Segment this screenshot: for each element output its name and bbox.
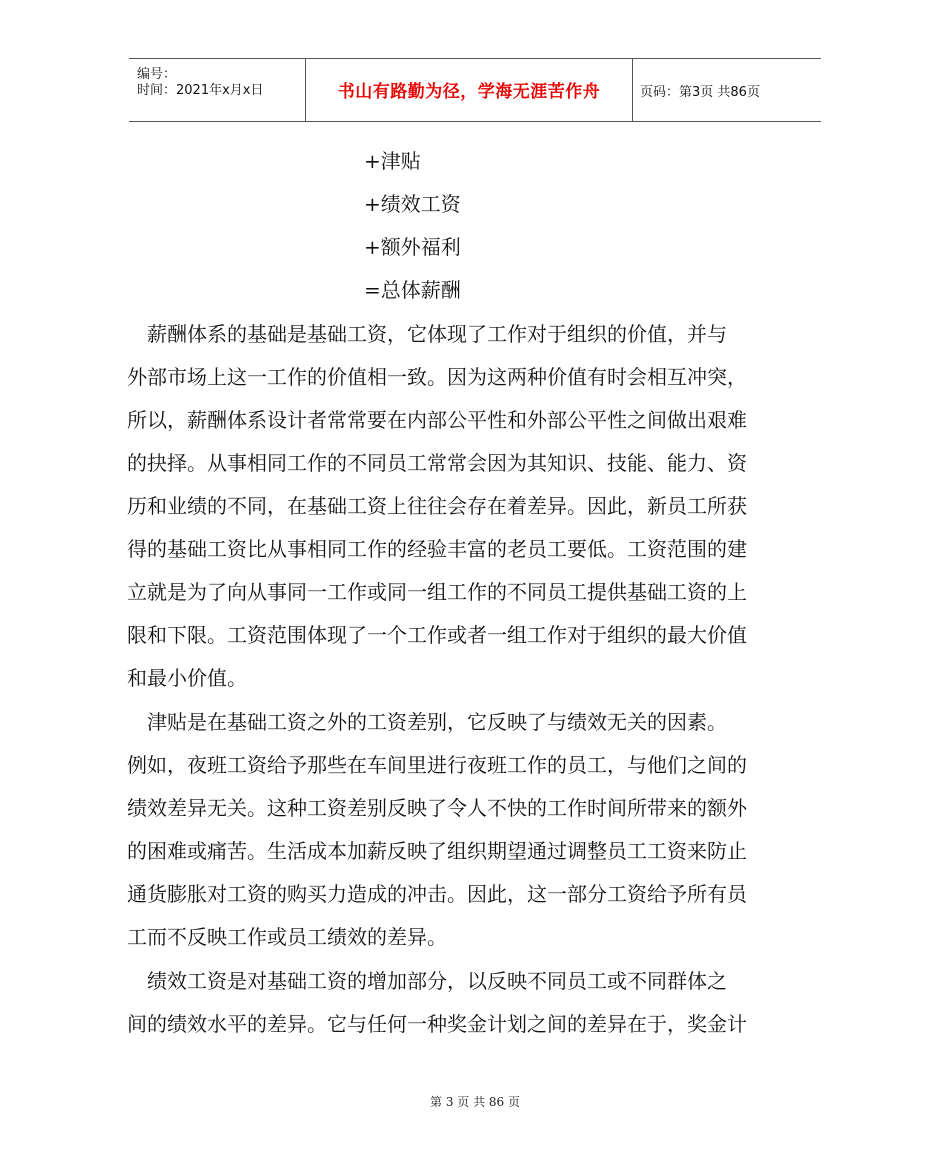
paragraph-line: 和最小价值。 <box>127 666 247 690</box>
paragraph-line: 工而不反映工作或员工绩效的差异。 <box>127 925 447 949</box>
time-label: 时间：2021年x月x日 <box>137 83 264 98</box>
paragraph-line: 薪酬体系的基础是基础工资，它体现了工作对于组织的价值，并与 <box>127 322 727 346</box>
paragraph-line: 立就是为了向从事同一工作或同一组工作的不同员工提供基础工资的上 <box>127 580 747 604</box>
paragraph-line: 历和业绩的不同，在基础工资上往往会存在着差异。因此，新员工所获 <box>127 494 747 518</box>
paragraph-line: 得的基础工资比从事相同工作的经验丰富的老员工要低。工资范围的建 <box>127 537 747 561</box>
header-meta-cell <box>129 59 305 121</box>
formula-line: +额外福利 <box>364 235 461 259</box>
paragraph-line: 绩效差异无关。这种工资差别反映了令人不快的工作时间所带来的额外 <box>127 796 747 820</box>
paragraph-line: 间的绩效水平的差异。它与任何一种奖金计划之间的差异在于，奖金计 <box>127 1012 747 1036</box>
number-label: 编号： <box>137 67 177 82</box>
paragraph-line: 所以，薪酬体系设计者常常要在内部公平性和外部公平性之间做出艰难 <box>127 408 747 432</box>
paragraph-line: 津贴是在基础工资之外的工资差别，它反映了与绩效无关的因素。 <box>127 710 727 734</box>
paragraph-line: 的困难或痛苦。生活成本加薪反映了组织期望通过调整员工工资来防止 <box>127 839 747 863</box>
paragraph-line: 通货膨胀对工资的购买力造成的冲击。因此，这一部分工资给予所有员 <box>127 882 747 906</box>
paragraph-line: 限和下限。工资范围体现了一个工作或者一组工作对于组织的最大价值 <box>127 623 747 647</box>
paragraph-line: 绩效工资是对基础工资的增加部分，以反映不同员工或不同群体之 <box>127 969 727 993</box>
page-label: 页码：第3页 共86页 <box>640 85 760 100</box>
formula-line: =总体薪酬 <box>364 278 461 302</box>
paragraph-line: 的抉择。从事相同工作的不同员工常常会因为其知识、技能、能力、资 <box>127 451 747 475</box>
formula-line: +绩效工资 <box>364 192 461 216</box>
paragraph-line: 外部市场上这一工作的价值相一致。因为这两种价值有时会相互冲突， <box>127 365 747 389</box>
header-motto-cell <box>305 59 633 121</box>
page-footer: 第 3 页 共 86 页 <box>430 1095 520 1109</box>
motto: 书山有路勤为径，学海无涯苦作舟 <box>337 82 601 102</box>
header-table <box>129 58 821 122</box>
formula-line: +津贴 <box>364 149 421 173</box>
header-page-cell <box>632 59 821 121</box>
paragraph-line: 例如，夜班工资给予那些在车间里进行夜班工作的员工，与他们之间的 <box>127 753 747 777</box>
